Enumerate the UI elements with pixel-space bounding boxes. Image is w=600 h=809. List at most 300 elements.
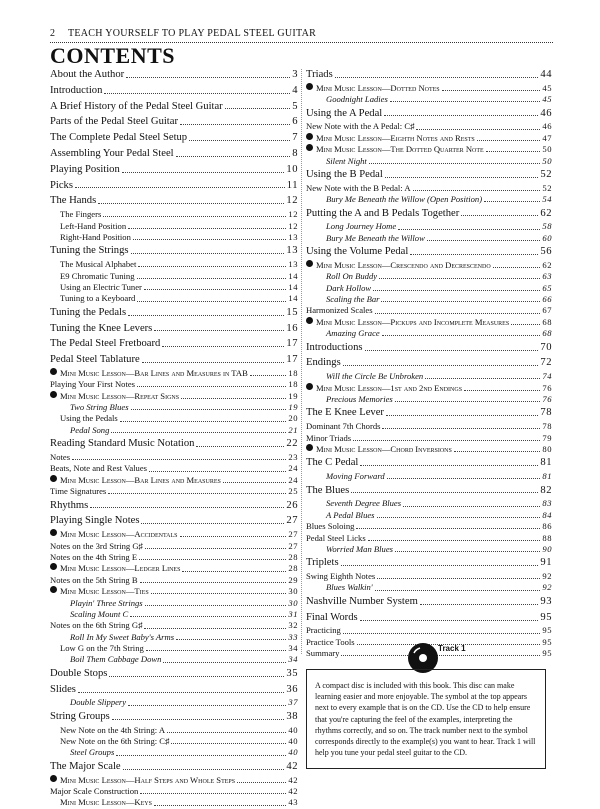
dot-leader [140, 582, 287, 583]
toc-entry [306, 625, 552, 636]
toc-entry-title: Dominant 7th Chords [306, 421, 381, 432]
toc-entry-title: Dark Hollow [326, 282, 372, 293]
dot-leader [385, 177, 539, 178]
toc-page-number: 50 [542, 144, 552, 155]
dot-leader [128, 705, 286, 706]
dot-leader [379, 278, 540, 279]
toc-page-number: 81 [542, 471, 552, 482]
toc-entry-title: The Pedal Steel Fretboard [50, 338, 161, 350]
toc-page-number: 90 [542, 543, 552, 554]
toc-entry [50, 620, 298, 631]
toc-entry [306, 121, 552, 132]
toc-page-number: 78 [542, 421, 552, 432]
toc-entry [50, 747, 298, 758]
toc-entry [306, 383, 552, 394]
toc-entry [50, 368, 298, 379]
toc-entry [50, 736, 298, 747]
dot-leader [131, 409, 287, 410]
toc-entry-title: Double Stops [50, 667, 108, 679]
toc-page-number: 56 [540, 246, 552, 258]
toc-entry-title: Endings [306, 357, 341, 369]
toc-entry [50, 282, 298, 293]
bullet-icon [306, 383, 313, 390]
toc-chapter-entry [50, 84, 298, 99]
dot-leader [149, 471, 286, 472]
toc-chapter-entry [50, 68, 298, 83]
toc-entry-title: Using the A Pedal [306, 107, 383, 119]
toc-entry-title: The Musical Alphabet [60, 259, 137, 270]
dot-leader [142, 362, 285, 363]
toc-page-number: 12 [288, 209, 298, 220]
dot-leader [360, 465, 538, 466]
toc-page-number: 23 [288, 452, 298, 463]
toc-entry [50, 786, 298, 797]
toc-entry-title: Mini Music Lesson—Bar Lines and Measures in TAB [60, 367, 248, 378]
toc-entry [50, 797, 298, 808]
dot-leader [176, 156, 291, 157]
toc-entry-title: Long Journey Home [326, 221, 397, 232]
toc-entry [306, 471, 552, 482]
toc-page-number: 92 [542, 582, 552, 593]
toc-entry [50, 259, 298, 270]
toc-entry [50, 221, 298, 232]
toc-entry-title: Boil Them Cabbage Down [70, 654, 162, 665]
dot-leader [162, 346, 284, 347]
toc-page-number: 84 [542, 509, 552, 520]
toc-page-number: 24 [288, 463, 298, 474]
toc-entry [50, 575, 298, 586]
toc-page-number: 95 [542, 625, 552, 636]
dot-leader [477, 140, 541, 141]
dot-leader [484, 201, 540, 202]
dot-leader [171, 743, 286, 744]
toc-entry-title: Scaling Mount C [70, 608, 129, 619]
dot-leader [109, 676, 284, 677]
toc-entry-title: Using an Electric Tuner [60, 281, 142, 292]
toc-entry-title: Left-Hand Position [60, 220, 127, 231]
toc-entry [306, 144, 552, 155]
bullet-icon [50, 586, 57, 593]
bullet-icon [50, 775, 57, 782]
toc-chapter-entry [50, 244, 298, 259]
toc-page-number: 14 [288, 270, 298, 281]
toc-entry-title: Mini Music Lesson—Chord Inversions [316, 443, 452, 454]
toc-page-number: 92 [542, 571, 552, 582]
dot-leader [75, 187, 285, 188]
toc-page-number: 27 [288, 529, 298, 540]
toc-entry-title: Roll In My Sweet Baby's Arms [70, 631, 175, 642]
toc-chapter-entry [50, 337, 298, 352]
toc-entry [50, 391, 298, 402]
bullet-icon [50, 563, 57, 570]
dot-leader [116, 755, 286, 756]
toc-page-number: 34 [288, 654, 298, 665]
toc-entry [306, 498, 552, 509]
toc-entry [306, 221, 552, 232]
toc-page-number: 76 [542, 394, 552, 404]
dot-leader [123, 769, 285, 770]
dot-leader [225, 108, 291, 109]
toc-page-number: 22 [286, 438, 298, 450]
toc-entry-title: Low G on the 7th String [60, 643, 144, 654]
toc-page-number: 54 [542, 194, 552, 205]
toc-entry [50, 463, 298, 474]
toc-entry-title: New Note on the 4th String: A [60, 724, 166, 735]
toc-right-column [306, 67, 552, 660]
dot-leader [167, 732, 286, 733]
dot-leader [369, 163, 541, 164]
toc-entry [50, 379, 298, 390]
toc-entry-title: Minor Triads [306, 432, 352, 443]
toc-entry [50, 232, 298, 243]
dot-leader [78, 692, 285, 693]
bullet-icon [306, 260, 313, 267]
toc-page-number: 30 [288, 586, 298, 597]
toc-entry [50, 529, 298, 540]
toc-page-number: 95 [542, 636, 552, 647]
toc-entry-title: Tuning to a Keyboard [60, 293, 136, 304]
toc-page-number: 36 [286, 683, 298, 695]
toc-left-column [50, 67, 298, 809]
dot-leader [145, 605, 287, 606]
toc-entry [306, 571, 552, 582]
toc-page-number: 42 [288, 786, 298, 797]
toc-entry-title: Major Scale Construction [50, 786, 139, 797]
dot-leader [377, 517, 541, 518]
toc-page-number: 28 [288, 551, 298, 562]
toc-entry-title: Rhythms [50, 499, 89, 511]
toc-chapter-entry [50, 667, 298, 682]
track-label: Track 1 [438, 644, 466, 653]
page-title: CONTENTS [50, 43, 176, 68]
toc-page-number: 65 [542, 282, 552, 293]
toc-entry-title: Double Slippery [70, 697, 127, 708]
toc-page-number: 5 [292, 100, 298, 112]
toc-page-number: 31 [288, 608, 298, 619]
toc-entry [306, 433, 552, 444]
toc-chapter-entry [50, 710, 298, 725]
dot-leader [486, 151, 541, 152]
toc-entry-title: Swing Eighth Notes [306, 571, 376, 582]
dot-leader [403, 506, 540, 507]
toc-entry-title: New Note on the 6th String: C♯ [60, 736, 170, 747]
toc-entry [306, 421, 552, 432]
toc-entry-title: Playin' Three Strings [70, 597, 143, 608]
toc-page-number: 14 [288, 293, 298, 304]
toc-page-number: 79 [542, 432, 552, 443]
toc-entry [306, 94, 552, 105]
dot-leader [139, 559, 286, 560]
dot-leader [128, 228, 286, 229]
toc-chapter-entry [306, 406, 552, 421]
toc-entry-title: A Brief History of the Pedal Steel Guitar [50, 100, 223, 112]
toc-chapter-entry [50, 322, 298, 337]
dot-leader [341, 565, 539, 566]
toc-entry [50, 725, 298, 736]
dot-leader [128, 315, 284, 316]
toc-entry-title: Notes on the 5th String B [50, 574, 138, 585]
toc-entry-title: Reading Standard Music Notation [50, 438, 195, 450]
toc-page-number: 19 [288, 402, 298, 413]
toc-chapter-entry [50, 147, 298, 162]
toc-entry-title: Introduction [50, 84, 103, 96]
toc-entry-title: Silent Night [326, 155, 367, 166]
toc-page-number: 12 [286, 195, 298, 207]
toc-page-number: 29 [288, 574, 298, 585]
toc-entry-title: Mini Music Lesson—Pickups and Incomplete Measures [316, 316, 510, 327]
dot-leader [120, 421, 287, 422]
dot-leader [122, 172, 285, 173]
toc-page-number: 37 [288, 697, 298, 708]
toc-entry-title: Triplets [306, 557, 339, 569]
toc-chapter-entry [306, 168, 552, 183]
dot-leader [413, 190, 541, 191]
dot-leader [395, 401, 541, 402]
toc-entry [306, 305, 552, 316]
toc-page-number: 33 [288, 631, 298, 642]
toc-page-number: 95 [540, 611, 552, 623]
toc-page-number: 43 [288, 797, 298, 808]
toc-page-number: 86 [542, 521, 552, 532]
bullet-icon [306, 444, 313, 451]
toc-page-number: 18 [288, 379, 298, 390]
toc-entry [306, 317, 552, 328]
dot-leader [395, 551, 540, 552]
toc-entry-title: Mini Music Lesson—Keys [60, 797, 152, 808]
bullet-icon [306, 144, 313, 151]
dot-leader [387, 478, 541, 479]
dot-leader [196, 446, 284, 447]
toc-page-number: 68 [542, 316, 552, 327]
toc-entry-title: Tuning the Strings [50, 245, 129, 257]
dot-leader [416, 129, 540, 130]
toc-entry [50, 632, 298, 643]
dot-leader [493, 267, 541, 268]
toc-entry-title: The E Knee Lever [306, 407, 384, 419]
toc-entry-title: Notes on the 6th String G♯ [50, 620, 143, 631]
dot-leader [427, 240, 541, 241]
toc-page-number: 8 [292, 147, 298, 159]
toc-entry-title: The Major Scale [50, 760, 121, 772]
dot-leader [375, 590, 541, 591]
toc-entry-title: Mini Music Lesson—Dotted Notes [316, 82, 440, 93]
toc-entry [50, 475, 298, 486]
toc-entry [50, 586, 298, 597]
toc-entry-title: E9 Chromatic Tuning [60, 270, 135, 281]
toc-entry [50, 563, 298, 574]
dot-leader [454, 451, 541, 452]
dot-leader [351, 492, 538, 493]
toc-entry [50, 452, 298, 463]
dot-leader [144, 289, 287, 290]
dot-leader [180, 536, 287, 537]
toc-entry [50, 541, 298, 552]
toc-page-number: 67 [542, 305, 552, 316]
toc-chapter-entry [50, 306, 298, 321]
toc-page-number: 45 [542, 82, 552, 93]
dot-leader [368, 540, 541, 541]
toc-chapter-entry [50, 131, 298, 146]
toc-entry [50, 552, 298, 563]
toc-page-number: 63 [542, 271, 552, 282]
toc-entry-title: Notes on the 3rd String G♯ [50, 540, 143, 551]
toc-entry-title: Tuning the Knee Levers [50, 322, 153, 334]
toc-page-number: 17 [286, 338, 298, 350]
toc-entry-title: Notes [50, 452, 71, 463]
toc-entry-title: Mini Music Lesson—Ties [60, 586, 149, 597]
toc-page-number: 70 [540, 341, 552, 353]
toc-entry [50, 425, 298, 436]
dot-leader [137, 386, 286, 387]
book-title: TEACH YOURSELF TO PLAY PEDAL STEEL GUITAR [67, 28, 317, 39]
toc-entry-title: Pedal Steel Licks [306, 532, 366, 543]
toc-entry-title: Amazing Grace [326, 328, 380, 339]
dot-leader [382, 335, 541, 336]
toc-entry-title: Two String Blues [70, 402, 129, 413]
bullet-icon [306, 133, 313, 140]
dot-leader [130, 616, 286, 617]
toc-entry-title: A Pedal Blues [326, 509, 375, 520]
toc-entry-title: Notes on the 4th String E [50, 551, 138, 562]
toc-entry-title: Bury Me Beneath the Willow (Open Position) [326, 194, 483, 205]
toc-entry [50, 609, 298, 620]
toc-entry [50, 654, 298, 665]
toc-entry-title: The Hands [50, 195, 97, 207]
toc-entry [50, 293, 298, 304]
toc-page-number: 21 [288, 424, 298, 435]
toc-entry-title: Beats, Note and Rest Values [50, 463, 147, 474]
toc-page-number: 15 [286, 306, 298, 318]
toc-entry-title: Mini Music Lesson—Half Steps and Whole Steps [60, 774, 236, 785]
toc-entry-title: Parts of the Pedal Steel Guitar [50, 116, 178, 128]
toc-page-number: 58 [542, 221, 552, 232]
toc-entry-title: Pedal Song [70, 424, 110, 435]
toc-page-number: 81 [540, 457, 552, 469]
dot-leader [141, 523, 284, 524]
toc-entry [306, 283, 552, 294]
toc-page-number: 42 [286, 760, 298, 772]
toc-page-number: 47 [542, 132, 552, 143]
toc-entry-title: Blues Walkin' [326, 582, 373, 593]
toc-entry [306, 271, 552, 282]
dot-leader [98, 203, 284, 204]
toc-chapter-entry [306, 484, 552, 499]
dot-leader [90, 507, 284, 508]
bullet-icon [50, 529, 57, 536]
toc-entry [306, 83, 552, 94]
toc-entry-title: Pedal Steel Tablature [50, 354, 140, 366]
toc-page-number: 44 [540, 69, 552, 80]
toc-entry [50, 271, 298, 282]
toc-chapter-entry [306, 68, 552, 83]
toc-page-number: 4 [292, 84, 298, 96]
toc-entry [306, 233, 552, 244]
bullet-icon [306, 83, 313, 90]
toc-entry [306, 156, 552, 167]
toc-entry-title: About the Author [50, 69, 125, 80]
dot-leader [176, 639, 286, 640]
toc-page-number: 13 [286, 245, 298, 257]
toc-page-number: 25 [288, 486, 298, 497]
toc-entry-title: New Note with the A Pedal: C♯ [306, 121, 415, 132]
toc-entry-title: Mini Music Lesson—Eighth Notes and Rests [316, 132, 475, 143]
toc-chapter-entry [50, 683, 298, 698]
toc-chapter-entry [50, 760, 298, 775]
toc-page-number: 17 [286, 354, 298, 366]
dot-leader [390, 101, 541, 102]
toc-chapter-entry [306, 341, 552, 356]
toc-entry-title: Scaling the Bar [326, 294, 380, 305]
toc-entry-title: The C Pedal [306, 457, 359, 469]
dot-leader [382, 428, 540, 429]
toc-page-number: 18 [288, 367, 298, 378]
toc-entry-title: The Fingers [60, 209, 102, 220]
toc-entry-title: Roll On Buddy [326, 271, 378, 282]
bullet-icon [306, 317, 313, 324]
toc-entry-title: Introductions [306, 341, 363, 353]
toc-page-number: 50 [542, 155, 552, 166]
toc-entry-title: Time Signatures [50, 486, 107, 497]
toc-page-number: 27 [288, 540, 298, 551]
toc-page-number: 95 [542, 648, 552, 659]
toc-page-number: 40 [288, 724, 298, 735]
toc-chapter-entry [306, 556, 552, 571]
toc-entry-title: New Note with the B Pedal: A [306, 182, 411, 193]
page-number: 2 [50, 28, 56, 39]
toc-entry-title: The Blues [306, 484, 350, 496]
dot-leader [181, 398, 286, 399]
toc-chapter-entry [50, 115, 298, 130]
toc-page-number: 11 [286, 179, 298, 191]
dot-leader [250, 375, 287, 376]
toc-page-number: 13 [288, 259, 298, 270]
toc-page-number: 28 [288, 563, 298, 574]
toc-entry [306, 533, 552, 544]
toc-page-number: 52 [542, 182, 552, 193]
toc-page-number: 76 [542, 382, 552, 393]
dot-leader [145, 548, 287, 549]
toc-entry [306, 328, 552, 339]
toc-chapter-entry [50, 499, 298, 514]
running-header [50, 28, 553, 43]
cd-track-note [306, 641, 552, 774]
dot-leader [377, 578, 540, 579]
toc-entry-title: Final Words [306, 611, 358, 623]
toc-entry-title: Summary [306, 648, 340, 659]
toc-page-number: 10 [286, 163, 298, 175]
toc-entry-title: Mini Music Lesson—Bar Lines and Measures [60, 474, 221, 485]
toc-entry-title: Right-Hand Position [60, 231, 131, 242]
toc-entry-title: Goodnight Ladies [326, 94, 388, 105]
dot-leader [410, 254, 538, 255]
toc-entry-title: Assembling Your Pedal Steel [50, 147, 174, 159]
toc-page-number: 7 [292, 132, 298, 144]
toc-chapter-entry [306, 245, 552, 260]
dot-leader [353, 440, 540, 441]
toc-page-number: 72 [540, 357, 552, 369]
toc-chapter-entry [50, 163, 298, 178]
toc-entry-title: Seventh Degree Blues [326, 498, 402, 509]
dot-leader [343, 365, 539, 366]
toc-page-number: 62 [542, 259, 552, 270]
toc-page-number: 74 [542, 371, 552, 382]
toc-entry-title: Tuning the Pedals [50, 306, 127, 318]
toc-entry [306, 444, 552, 455]
toc-entry-title: Using the Volume Pedal [306, 246, 409, 258]
toc-chapter-entry [50, 179, 298, 194]
toc-entry-title: Putting the A and B Pedals Together [306, 207, 460, 219]
toc-entry-title: Mini Music Lesson—Ledger Lines [60, 563, 181, 574]
